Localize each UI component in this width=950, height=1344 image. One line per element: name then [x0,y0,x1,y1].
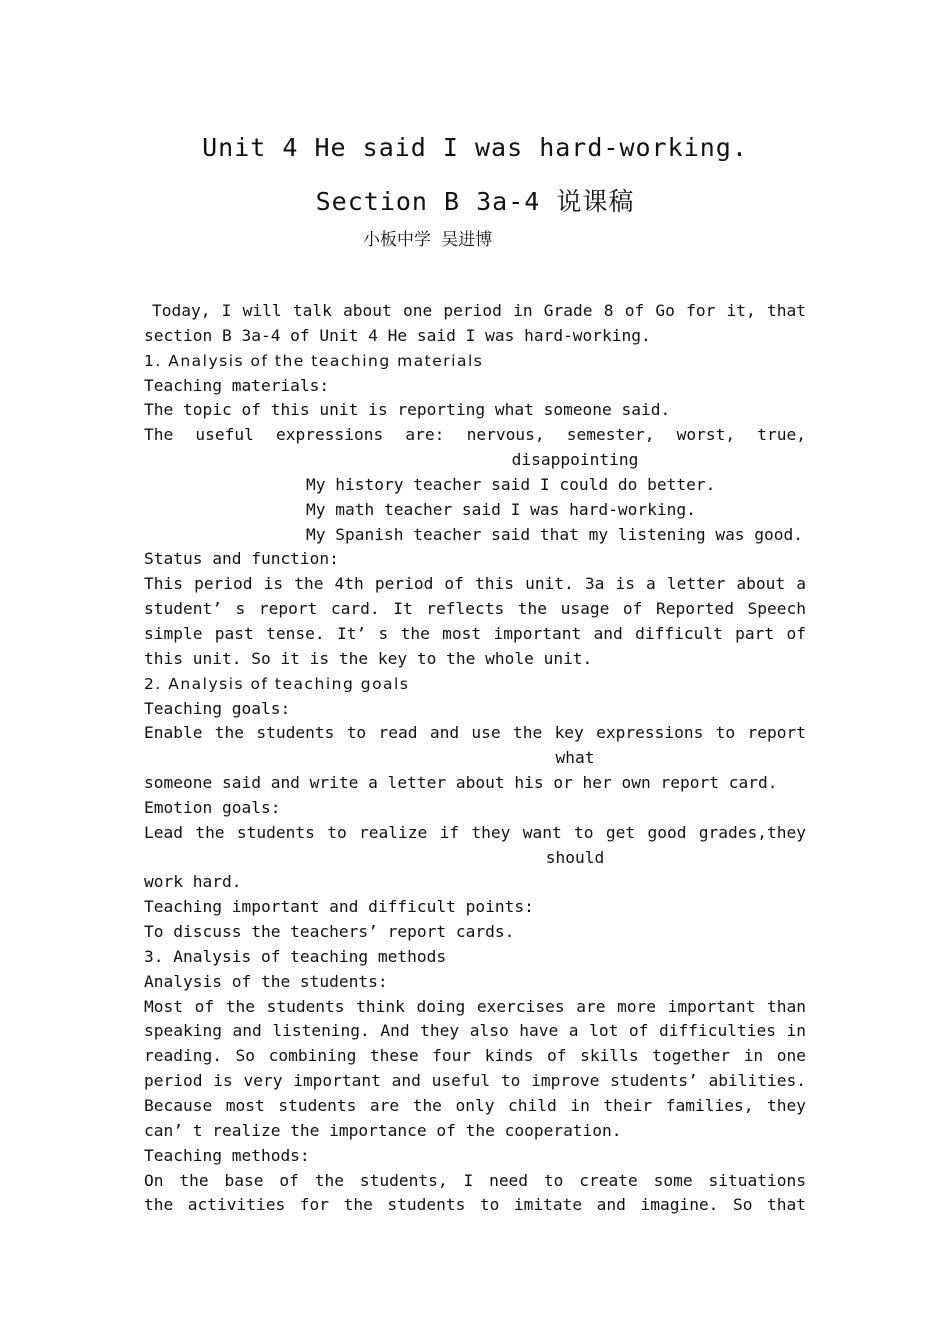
document-body [144,299,806,1218]
text-line: should [545,847,605,867]
text-line: 2. Analysis of teaching goals [144,674,410,693]
text-line: section B 3a-4 of Unit 4 He said I was hard-working. [144,325,651,345]
text-line: Teaching goals: [144,698,291,718]
text-line: this unit. So it is the key to the whole unit. [144,648,593,668]
text-line: Teaching materials: [144,375,330,395]
document-title: Unit 4 He said I was hard-working. [202,133,748,162]
text-line: My math teacher said I was hard-working. [306,499,696,519]
text-line: disappointing [511,450,639,470]
text-line: Emotion goals: [144,797,281,817]
text-line: someone said and write a letter about his or her own report card. [144,773,778,793]
text-line: 1. Analysis of the teaching materials [144,351,484,370]
text-line: My history teacher said I could do better. [306,474,716,494]
text-line: student’ s report card. It reflects the usage of Reported Speech [144,599,806,619]
text-line: the activities for the students to imitate and imagine. So that [144,1195,806,1215]
text-line: My Spanish teacher said that my listening was good. [306,524,804,544]
text-line: Teaching important and difficult points: [144,897,534,917]
text-line: what [555,748,595,768]
text-line: Today, I will talk about one period in Grade 8 of Go for it, that [152,301,806,320]
text-line: Because most students are the only child in their families, they [144,1096,806,1115]
text-line: Enable the students to read and use the key expressions to report [144,723,806,743]
text-line: The topic of this unit is reporting what someone said. [144,400,671,420]
author-line: 小板中学 吴进博 [363,230,493,250]
text-line: speaking and listening. And they also have a lot of difficulties in [144,1021,806,1041]
text-line: Teaching methods: [144,1145,310,1165]
text-line: Lead the students to realize if they want to get good grades,they [144,822,806,842]
text-line: work hard. [144,872,242,892]
text-line: Most of the students think doing exercises are more important than [144,996,806,1016]
text-line: This period is the 4th period of this unit. 3a is a letter about a [144,574,806,594]
text-line: Status and function: [144,549,339,569]
text-line: To discuss the teachers’ report cards. [144,922,515,942]
text-line: period is very important and useful to improve students’ abilities. [144,1071,806,1091]
text-line: On the base of the students, I need to create some situations [144,1170,806,1190]
text-line: Analysis of the students: [144,971,388,991]
document-subtitle: Section B 3a-4 说课稿 [315,187,635,216]
text-line: 3. Analysis of teaching methods [144,946,447,966]
text-line: reading. So combining these four kinds of skills together in one [144,1046,806,1066]
text-line: can’ t realize the importance of the cooperation. [144,1120,622,1140]
text-line: simple past tense. It’ s the most important and difficult part of [144,623,806,643]
text-line: The useful expressions are: nervous, semester, worst, true, [144,425,806,445]
